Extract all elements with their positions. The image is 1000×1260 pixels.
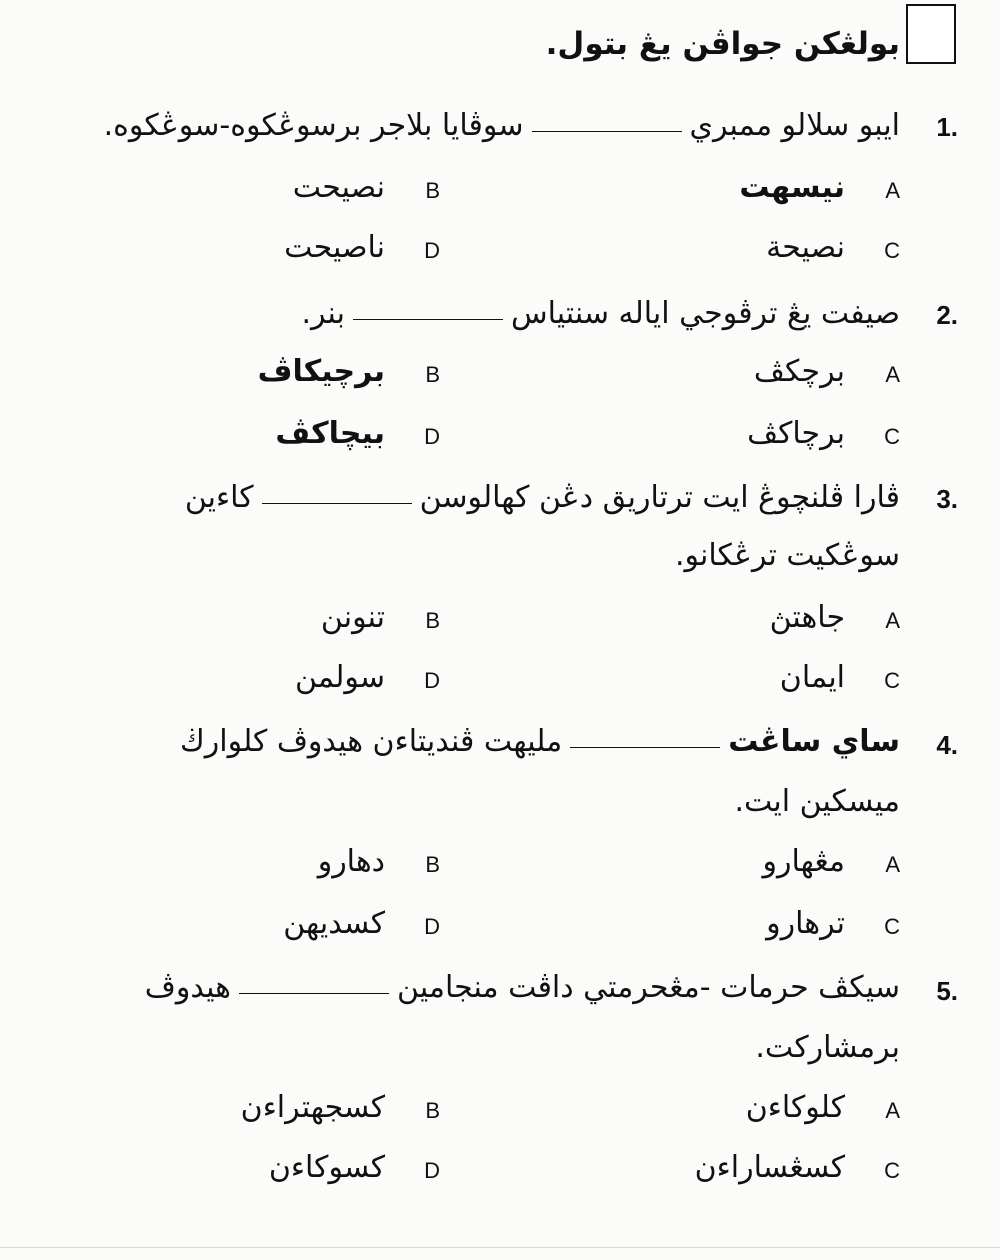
option-text: بيچاكڤ [275, 416, 385, 451]
option-letter: B [425, 608, 440, 633]
answer-box[interactable] [906, 4, 956, 64]
scan-edge-line [0, 1247, 1000, 1248]
question-2-text [301, 296, 900, 331]
option-letter: A [885, 1098, 900, 1123]
option-letter: D [424, 238, 440, 263]
option-text: كسديهن [283, 906, 385, 941]
option-text: كسوكاءن [268, 1150, 385, 1185]
option-letter: B [425, 1098, 440, 1123]
question-2-text-start: صيفت يڠ ترڤوجي ايالە سنتياس [510, 296, 900, 331]
option-text: نصيحة [766, 230, 845, 265]
question-3-text-start: ڤارا ڤلنچوڠ ايت ترتاريق دڠن كهالوسن [419, 480, 900, 515]
option-text: برچاكڤ [747, 416, 845, 451]
option-text: سولمن [295, 660, 385, 695]
question-4-text-end: مليهت ڤنديتاءن هيدوڤ كلوارڬ [180, 724, 563, 759]
question-5-line-2: برمشاركت. [755, 1030, 900, 1065]
option-letter: B [425, 852, 440, 877]
question-3-text-end: كاءين [184, 480, 254, 515]
option-letter: D [424, 424, 440, 449]
option-text: كلوكاءن [745, 1090, 845, 1125]
option-letter: C [884, 424, 900, 449]
question-3-text [185, 480, 900, 515]
option-text: مڠهارو [762, 844, 845, 879]
option-letter: C [884, 238, 900, 263]
option-text: تنونن [320, 600, 385, 635]
question-5-number: 5. [936, 976, 958, 1006]
option-text: ترهارو [766, 906, 845, 941]
option-letter: A [885, 362, 900, 387]
question-1-number: 1. [936, 112, 958, 142]
page-title: بولڠكن جواڤن يڠ بتول. [545, 26, 900, 62]
option-text: برچيكاڤ [257, 354, 385, 389]
option-text: كسڠساراءن [694, 1150, 845, 1185]
question-4-text [180, 724, 900, 759]
option-letter: D [424, 668, 440, 693]
question-5-text-end: هيدوڤ [144, 970, 231, 1005]
option-letter: C [884, 1158, 900, 1183]
option-text: برچكڤ [753, 354, 845, 389]
option-letter: C [884, 914, 900, 939]
option-letter: A [885, 852, 900, 877]
option-text: كسجهتراءن [240, 1090, 385, 1125]
question-1-text-end: سوڤايا بلاجر برسوڠكوه-سوڠكوه. [103, 108, 524, 143]
option-letter: B [425, 178, 440, 203]
option-text: ناصيحت [284, 230, 385, 265]
question-4-number: 4. [936, 730, 958, 760]
option-letter: D [424, 1158, 440, 1183]
option-text: ايمان [779, 660, 845, 695]
question-1-blank[interactable] [532, 121, 682, 132]
question-3-number: 3. [936, 484, 958, 514]
option-letter: A [885, 178, 900, 203]
question-4-line-2: ميسكين ايت. [734, 784, 900, 819]
option-letter: B [425, 362, 440, 387]
question-5-text-start: سيكڤ حرمات -مڠحرمتي داڤت منجامين [397, 970, 900, 1005]
question-3-blank[interactable] [262, 493, 412, 504]
option-letter: A [885, 608, 900, 633]
question-3-line-2: سوڠكيت ترڠكانو. [674, 538, 900, 573]
option-text: نصيحت [292, 170, 385, 205]
question-2-text-end: بنر. [301, 296, 345, 331]
option-text: جاهتڽ [769, 600, 845, 635]
question-5-blank[interactable] [239, 983, 389, 994]
option-text: دهارو [317, 844, 385, 879]
question-4-blank[interactable] [570, 737, 720, 748]
question-2-number: 2. [936, 300, 958, 330]
option-text: نيسهت [739, 170, 845, 205]
option-letter: D [424, 914, 440, 939]
question-5-text [145, 970, 900, 1005]
question-1-text [104, 108, 900, 143]
question-2-blank[interactable] [353, 309, 503, 320]
option-letter: C [884, 668, 900, 693]
question-4-text-start: ساي ساڠت [728, 724, 900, 759]
question-1-text-start: ايبو سلالو ممبري [689, 108, 900, 143]
